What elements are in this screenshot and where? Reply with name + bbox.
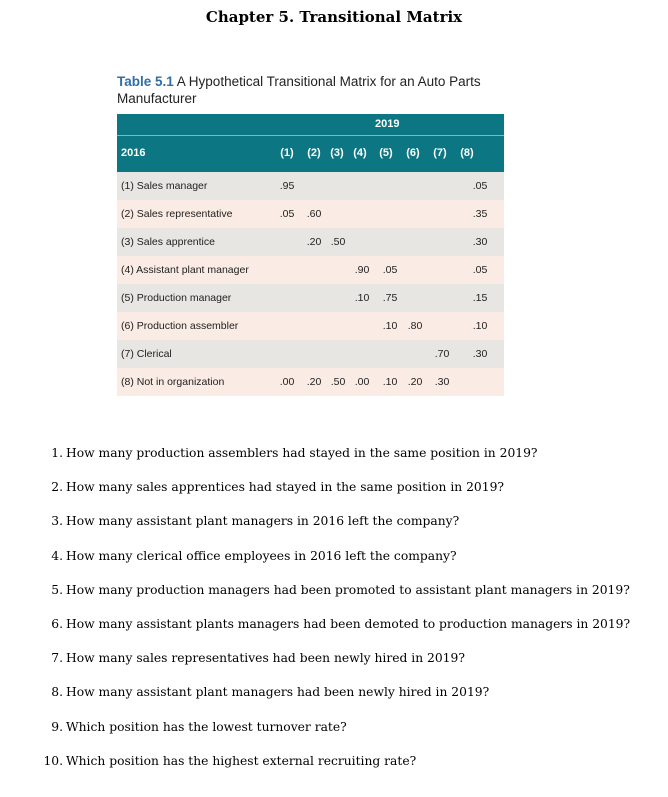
question-text: Which position has the lowest turnover rate? xyxy=(66,719,347,734)
table-cell: .90 xyxy=(354,264,370,276)
question-item xyxy=(43,472,663,506)
column-header: (7) xyxy=(433,147,447,159)
table-caption-text: A Hypothetical Transitional Matrix for an Auto Parts Manufacturer xyxy=(117,74,481,106)
question-text: How many assistant plants managers had been demoted to production managers in 2019? xyxy=(66,616,631,631)
table-cell: .05 xyxy=(472,180,488,192)
table-cell: .70 xyxy=(434,348,450,360)
question-list xyxy=(43,438,663,780)
question-number: 7. xyxy=(51,651,63,666)
table-cell: .30 xyxy=(472,348,488,360)
table-number: Table 5.1 xyxy=(117,74,174,89)
question-text: How many sales representatives had been newly hired in 2019? xyxy=(66,651,465,666)
question-number: 4. xyxy=(51,548,63,563)
question-item xyxy=(43,506,663,540)
table-cell: .00 xyxy=(279,376,295,388)
table-cell: .75 xyxy=(382,292,398,304)
table-row xyxy=(117,368,504,396)
table-cell: .30 xyxy=(434,376,450,388)
table-cell: .80 xyxy=(407,320,423,332)
row-label: (7) Clerical xyxy=(121,348,172,360)
question-item xyxy=(43,438,663,472)
table-cell: .60 xyxy=(306,208,322,220)
question-item xyxy=(43,712,663,746)
column-header: (1) xyxy=(280,147,294,159)
row-label: (5) Production manager xyxy=(121,292,232,304)
table-cell: .50 xyxy=(330,376,346,388)
column-header: (8) xyxy=(460,147,474,159)
table-row xyxy=(117,256,504,284)
year-2019-header: 2019 xyxy=(375,118,400,130)
question-number: 10. xyxy=(43,753,63,768)
table-row xyxy=(117,312,504,340)
column-header: (3) xyxy=(330,147,344,159)
table-caption xyxy=(117,73,517,107)
column-header: (5) xyxy=(379,147,393,159)
column-header: (2) xyxy=(307,147,321,159)
row-label: (1) Sales manager xyxy=(121,180,208,192)
row-label: (8) Not in organization xyxy=(121,376,225,388)
question-number: 2. xyxy=(51,480,63,495)
table-cell: .30 xyxy=(472,236,488,248)
row-label: (6) Production assembler xyxy=(121,320,239,332)
table-cell: .10 xyxy=(382,376,398,388)
question-text: Which position has the highest external recruiting rate? xyxy=(66,753,417,768)
question-item xyxy=(43,575,663,609)
question-text: How many production assemblers had stayed in the same position in 2019? xyxy=(66,446,538,460)
table-cell: .10 xyxy=(472,320,488,332)
table-row xyxy=(117,172,504,200)
row-label: (4) Assistant plant manager xyxy=(121,264,249,276)
question-number: 6. xyxy=(51,616,63,631)
row-label: (3) Sales apprentice xyxy=(121,236,215,248)
row-label: (2) Sales representative xyxy=(121,208,233,220)
table-cell: .35 xyxy=(472,208,488,220)
question-item xyxy=(43,541,663,575)
table-row xyxy=(117,340,504,368)
question-number: 9. xyxy=(51,719,63,734)
question-text: How many clerical office employees in 2016 left the company? xyxy=(66,548,457,563)
table-row xyxy=(117,200,504,228)
table-row xyxy=(117,284,504,312)
table-body xyxy=(117,172,504,396)
question-number: 5. xyxy=(51,582,63,597)
question-item xyxy=(43,643,663,677)
question-text: How many assistant plant managers had been newly hired in 2019? xyxy=(66,685,490,700)
question-number: 3. xyxy=(51,514,63,529)
year-2016-header: 2016 xyxy=(121,147,146,159)
table-cell: .00 xyxy=(354,376,370,388)
question-text: How many sales apprentices had stayed in the same position in 2019? xyxy=(66,480,504,495)
table-cell: .10 xyxy=(354,292,370,304)
transitional-matrix-table xyxy=(117,114,504,396)
table-top-header xyxy=(117,114,504,135)
question-number: 1. xyxy=(51,446,63,460)
question-text: How many assistant plant managers in 2016 left the company? xyxy=(66,514,460,529)
table-cell: .15 xyxy=(472,292,488,304)
table-cell: .20 xyxy=(306,236,322,248)
table-cell: .05 xyxy=(472,264,488,276)
table-cell: .20 xyxy=(407,376,423,388)
table-cell: .05 xyxy=(382,264,398,276)
column-header: (6) xyxy=(406,147,420,159)
column-header: (4) xyxy=(353,147,367,159)
table-cell: .20 xyxy=(306,376,322,388)
question-item xyxy=(43,609,663,643)
question-number: 8. xyxy=(51,685,63,700)
table-row xyxy=(117,228,504,256)
table-cell: .10 xyxy=(382,320,398,332)
table-cell: .50 xyxy=(330,236,346,248)
table-column-header-row xyxy=(117,135,504,172)
question-text: How many production managers had been promoted to assistant plant managers in 2019? xyxy=(66,582,630,597)
question-item xyxy=(43,746,663,780)
chapter-title: Chapter 5. Transitional Matrix xyxy=(205,8,463,26)
question-item xyxy=(43,677,663,711)
table-cell: .05 xyxy=(279,208,295,220)
table-cell: .95 xyxy=(279,180,295,192)
